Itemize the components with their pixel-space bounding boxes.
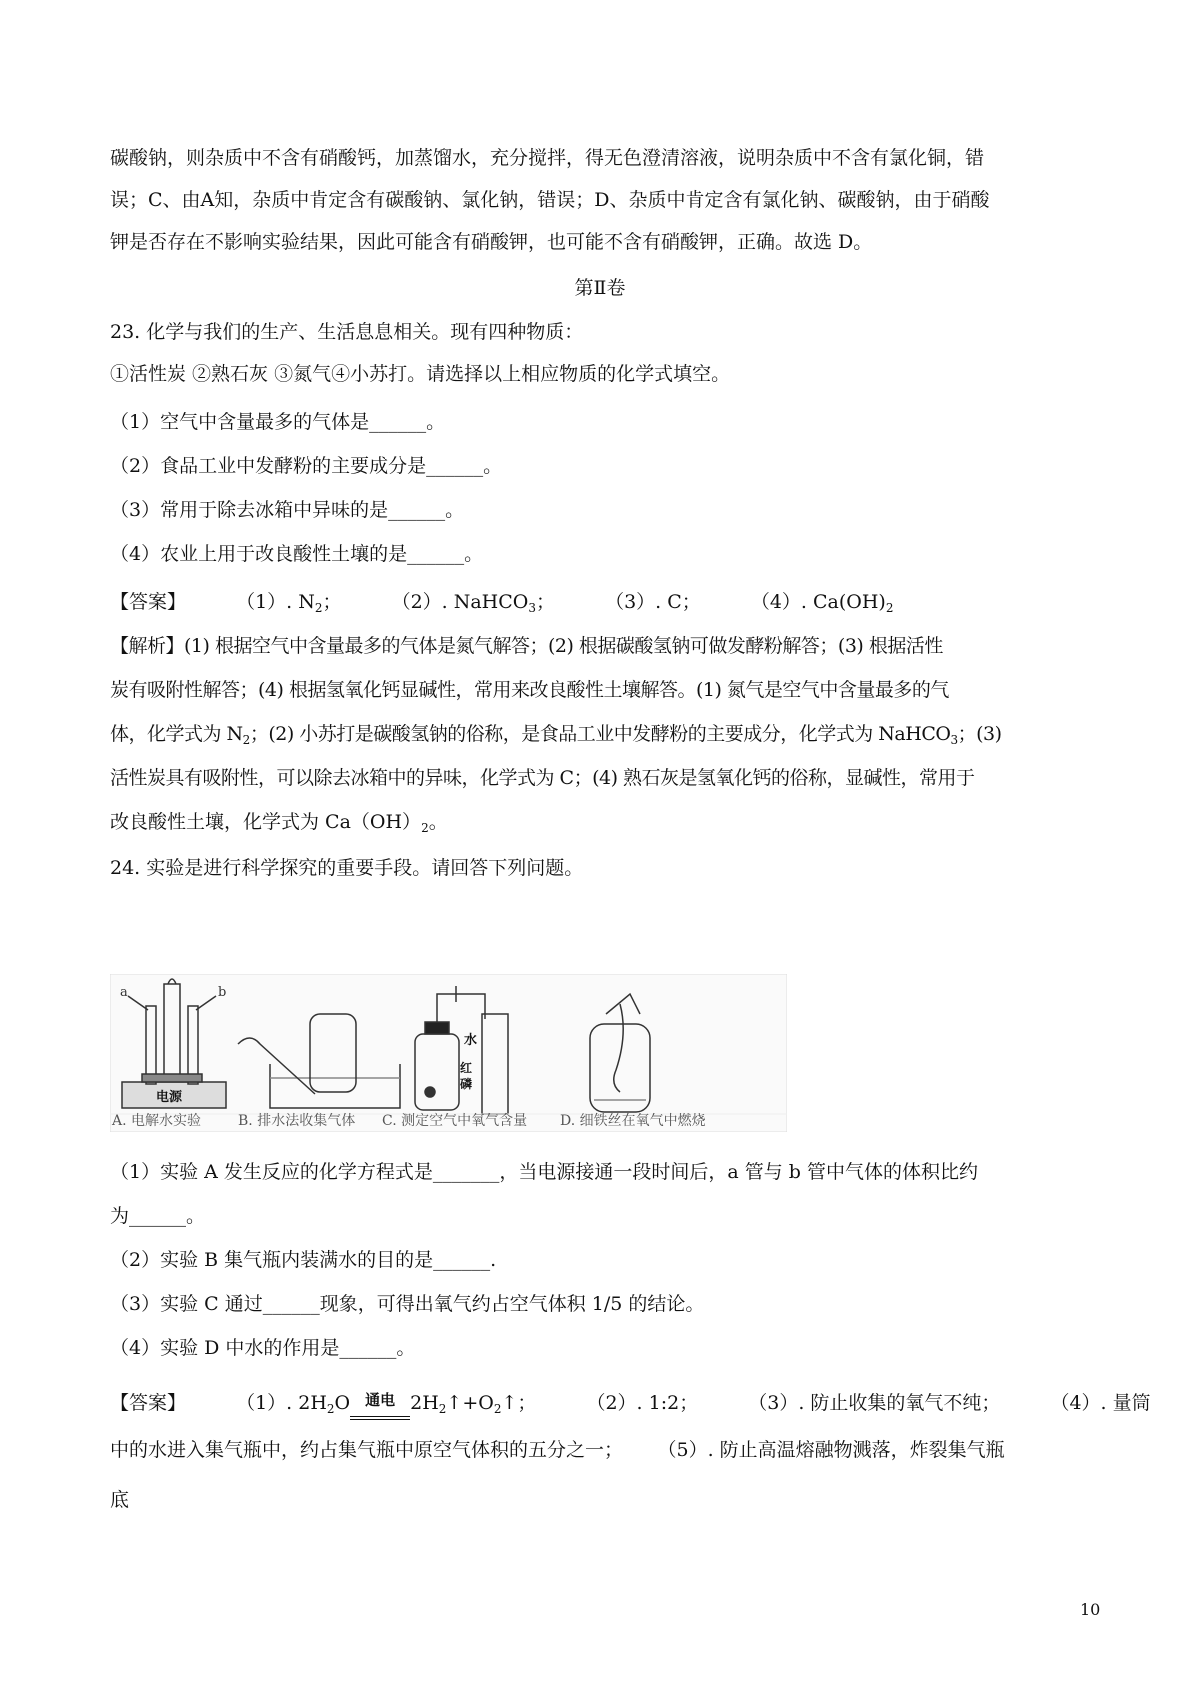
q24-stem: 24. 实验是进行科学探究的重要手段。请回答下列问题。: [110, 857, 584, 879]
q23-analysis-line-2: 炭有吸附性解答；(4) 根据氢氧化钙显碱性，常用来改良酸性土壤解答。(1) 氮气是空气中含量最多的气: [110, 679, 949, 701]
label-a: a: [120, 985, 128, 1000]
q23-analysis-line-1: 【解析】(1) 根据空气中含量最多的气体是氮气解答；(2) 根据碳酸氢钠可做发酵粉解答；(3) 根据活性: [110, 635, 943, 657]
experiment-figure: [110, 974, 787, 1132]
label-b: b: [218, 985, 227, 1000]
q24-answer-line-3: 底: [110, 1489, 130, 1511]
caption-b: B. 排水法收集气体: [238, 1113, 356, 1129]
q24-item-4: （4）实验 D 中水的作用是______。: [110, 1337, 416, 1359]
q24-item-2: （2）实验 B 集气瓶内装满水的目的是______.: [110, 1249, 497, 1271]
intro-line-1: 碳酸钠，则杂质中不含有硝酸钙，加蒸馏水，充分搅拌，得无色澄清溶液，说明杂质中不含有氯化铜，错: [110, 147, 985, 169]
q23-item-1: （1）空气中含量最多的气体是______。: [110, 411, 446, 433]
q24-item-3: （3）实验 C 通过______现象，可得出氧气约占空气体积 1/5 的结论。: [110, 1293, 705, 1315]
q23-answer-3: （3）. C；: [605, 591, 701, 613]
q23-answer-4: （4）. $Ca(OH)_2$: [750, 591, 894, 615]
q23-stem: 23. 化学与我们的生产、生活息息相关。现有四种物质：: [110, 321, 584, 343]
q24-answer-line-1: [110, 1386, 1151, 1423]
q23-item-3: （3）常用于除去冰箱中异味的是______。: [110, 499, 465, 521]
q24-answer-line-2: 中的水进入集气瓶中，约占集气瓶中原空气体积的五分之一； （5）. 防止高温熔融物溅落，炸裂集气瓶: [110, 1439, 1005, 1461]
section-title: 第Ⅱ卷: [574, 277, 626, 299]
q23-answer-2: （2）. NaHCO$_3$；: [391, 591, 556, 615]
q23-analysis-label: 【解析】: [110, 635, 185, 657]
intro-line-2: 误；C、由A知，杂质中肯定含有碳酸钠、氯化钠，错误；D、杂质中肯定含有氯化钠、碳酸钠，由于硝酸: [110, 189, 990, 211]
q24-item-1: （1）实验 A 发生反应的化学方程式是_______，当电源接通一段时间后，a 管与 b 管中气体的体积比约: [110, 1161, 978, 1183]
q24-answer-4-start: （4）. 量筒: [1050, 1392, 1151, 1414]
red-p-label-2: 磷: [460, 1077, 473, 1091]
q23-item-2: （2）食品工业中发酵粉的主要成分是______。: [110, 455, 503, 477]
q23-options: ①活性炭 ②熟石灰 ③氮气④小苏打。请选择以上相应物质的化学式填空。: [110, 363, 731, 385]
q24-answer-equation: （1）. $2H_2O$ 通电 $2H_2↑+O_2↑$；: [236, 1392, 536, 1414]
intro-line-3: 钾是否存在不影响实验结果，因此可能含有硝酸钾，也可能不含有硝酸钾，正确。故选 D。: [110, 231, 873, 253]
q23-answer-label: 【答案】: [110, 591, 187, 613]
page-number: 10: [1080, 1600, 1101, 1619]
q23-answer-line: [110, 588, 1100, 622]
electrode-base: [142, 1074, 202, 1082]
q23-item-4: （4）农业上用于改良酸性土壤的是______。: [110, 543, 484, 565]
power-label: 电源: [156, 1090, 183, 1105]
caption-c: C. 测定空气中氧气含量: [382, 1113, 528, 1129]
q23-analysis-line-3: 体，化学式为 $N_2$；(2) 小苏打是碳酸氢钠的俗称，是食品工业中发酵粉的主要成分，化学式为 NaHCO$_3$；(3): [110, 723, 1002, 747]
stopper: [425, 1022, 449, 1034]
reaction-condition: 通电: [350, 1386, 410, 1414]
q23-analysis-line-4: 活性炭具有吸附性，可以除去冰箱中的异味，化学式为 C；(4) 熟石灰是氢氧化钙的俗称，显碱性，常用于: [110, 767, 975, 789]
q24-answer-3: （3）. 防止收集的氧气不纯；: [748, 1392, 1001, 1414]
q24-answer-2: （2）. 1:2；: [586, 1392, 699, 1414]
caption-a: A. 电解水实验: [112, 1113, 202, 1129]
q23-analysis-line-5: 改良酸性土壤，化学式为 $Ca(OH)_2$。: [110, 811, 448, 835]
q24-answer-label: 【答案】: [110, 1392, 187, 1414]
red-phosphorus: [425, 1087, 435, 1097]
q24-item-1-cont: 为______。: [110, 1205, 206, 1227]
caption-d: D. 细铁丝在氧气中燃烧: [560, 1113, 706, 1129]
red-p-label-1: 红: [460, 1061, 473, 1075]
water-label: 水: [464, 1033, 478, 1048]
q23-answer-1: （1）. $N_2$；: [236, 591, 342, 615]
